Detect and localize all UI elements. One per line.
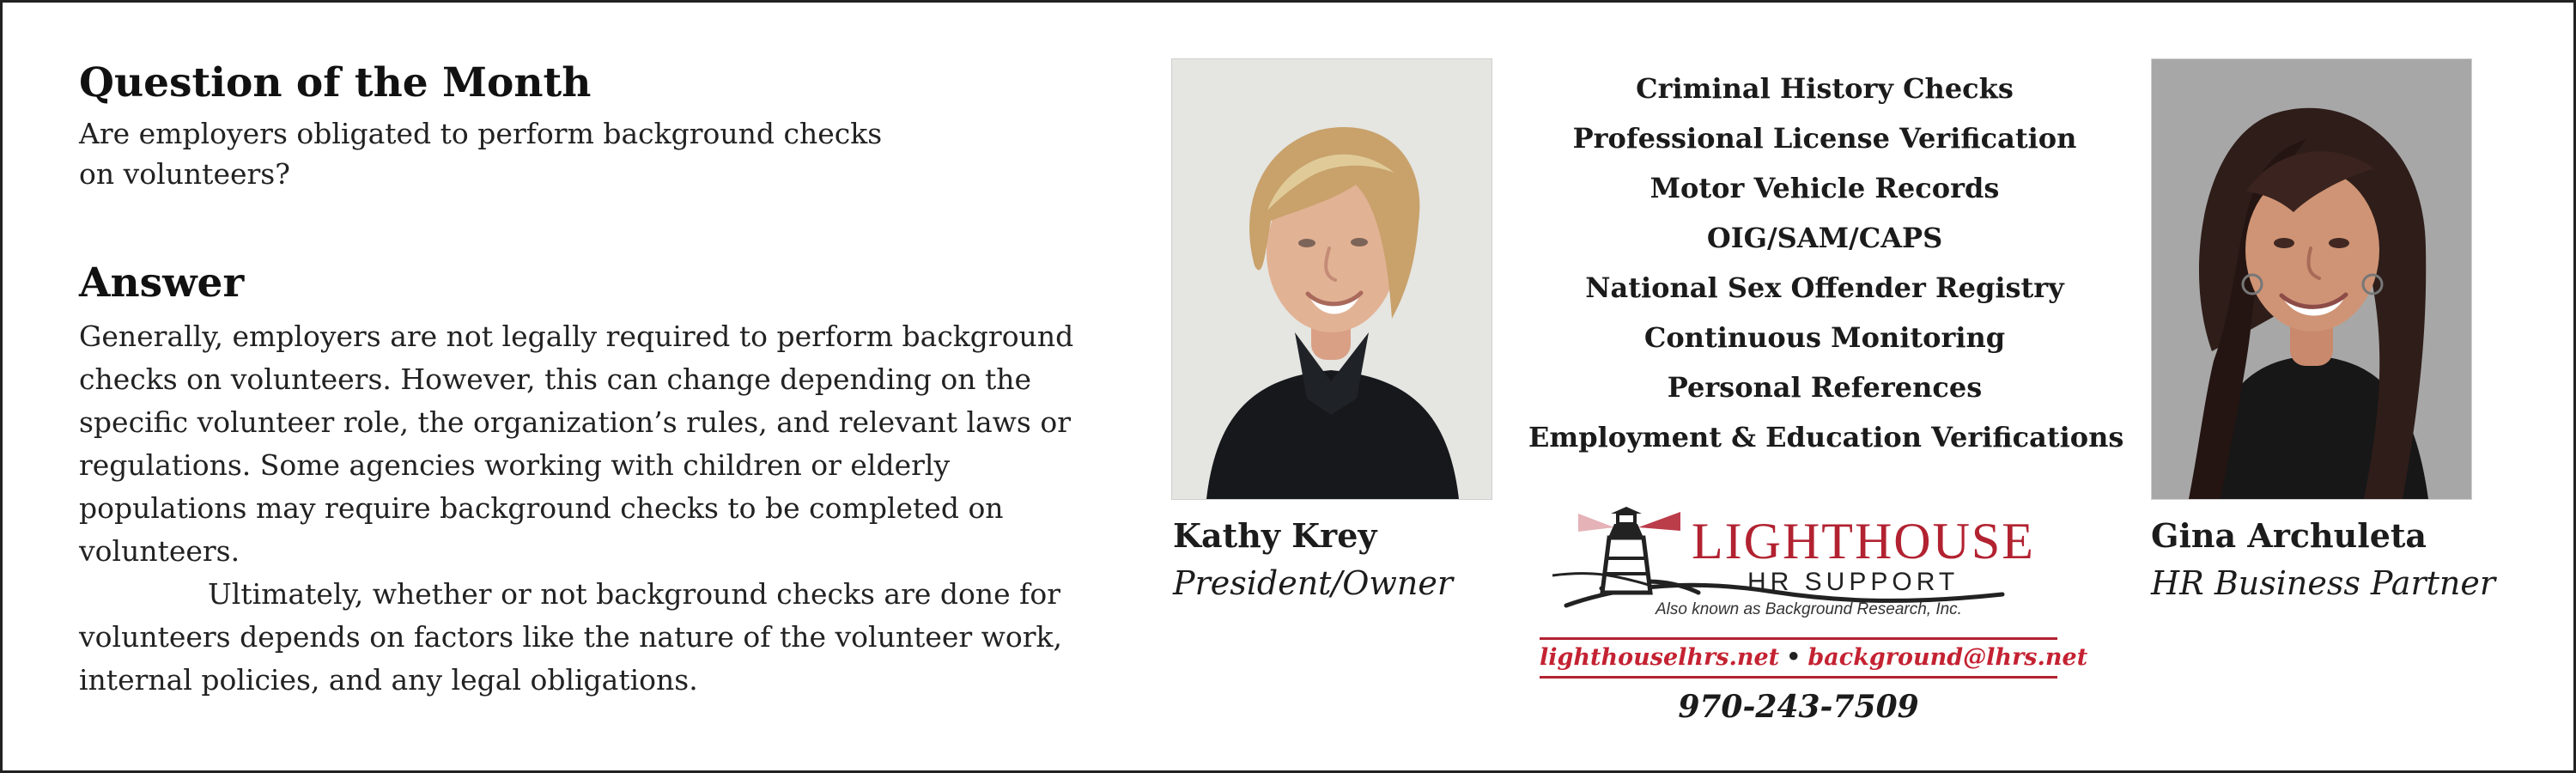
service-sex-offender-registry: National Sex Offender Registry [1585, 271, 2064, 304]
right-person-title: HR Business Partner [2151, 564, 2496, 602]
phone-number[interactable]: 970-243-7509 [1678, 689, 1919, 725]
service-personal-references: Personal References [1667, 371, 1983, 404]
left-person-name: Kathy Krey [1173, 516, 1377, 555]
contact-top-rule [1540, 637, 2057, 640]
company-logo [1546, 481, 2061, 636]
service-motor-vehicle: Motor Vehicle Records [1649, 172, 2000, 204]
service-oig-sam-caps: OIG/SAM/CAPS [1706, 222, 1943, 254]
answer-paragraph-2: Ultimately, whether or not background checks are done for volunteers depends on factors like the nature of the volunteer work, internal policies, and any legal obligations. [79, 577, 1063, 697]
website-link[interactable]: lighthouselhrs.net [1540, 644, 1780, 671]
question-text: Are employers obligated to perform background checks on volunteers? [79, 117, 883, 192]
portrait-right-image [2152, 59, 2471, 499]
gina-archuleta-photo [2151, 58, 2472, 500]
logo-aka-text: Also known as Background Research, Inc. [1656, 600, 1962, 618]
service-criminal-history: Criminal History Checks [1636, 72, 2014, 105]
question-heading: Question of the Month [79, 59, 592, 107]
service-employment-education: Employment & Education Verifications [1528, 421, 2124, 453]
logo-wordmark: LIGHTHOUSE [1692, 513, 2035, 569]
answer-paragraph-1: Generally, employers are not legally required to perform background checks on volunteers. However, this can change depending on the specific volunteer role, the organization’s rules, and relevant laws or regulations. Some agencies working with children or elderly populations may require background checks to be completed on volunteers. [79, 320, 1074, 569]
right-person-name: Gina Archuleta [2151, 516, 2427, 555]
answer-heading: Answer [79, 259, 245, 307]
kathy-krey-photo [1171, 58, 1492, 500]
service-professional-license: Professional License Verification [1572, 122, 2077, 155]
service-continuous-monitoring: Continuous Monitoring [1643, 321, 2006, 354]
portrait-left-image [1172, 59, 1492, 499]
logo-subline: HR SUPPORT [1747, 568, 1959, 596]
question-answer-section [79, 60, 1152, 702]
contact-bottom-rule [1540, 676, 2057, 679]
contact-separator: • [1786, 644, 1801, 671]
left-person-title: President/Owner [1173, 564, 1454, 602]
contact-line [1540, 642, 2088, 673]
services-list [1528, 64, 2124, 462]
email-link[interactable]: background@lhrs.net [1807, 644, 2088, 671]
answer-text [79, 315, 1109, 702]
